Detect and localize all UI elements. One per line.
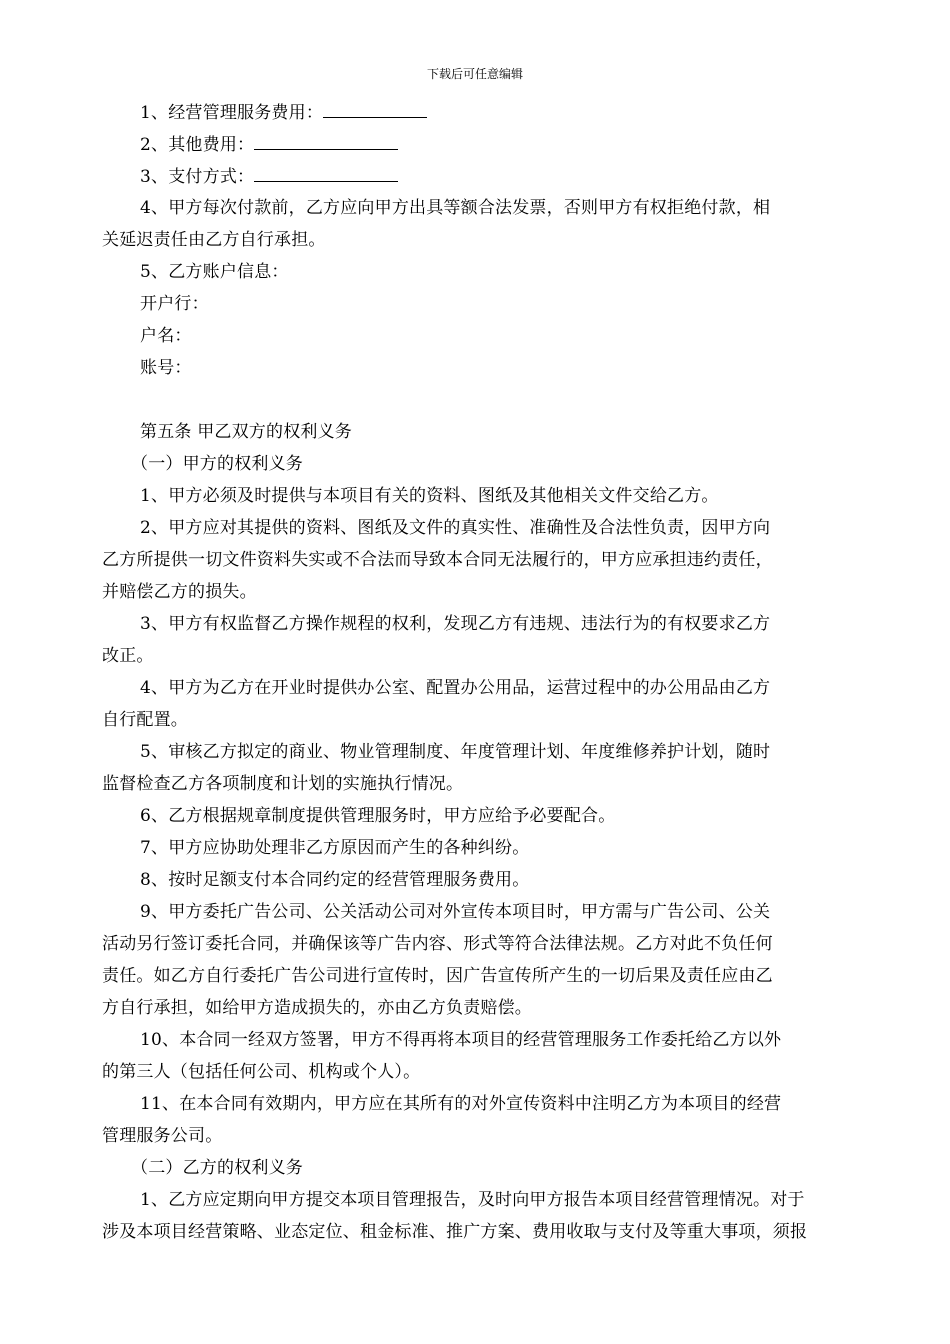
party-a-line: 方自行承担，如给甲方造成损失的，亦由乙方负责赔偿。 [102,998,532,1018]
party-a-line: 11、在本合同有效期内，甲方应在其所有的对外宣传资料中注明乙方为本项目的经营 [140,1094,782,1114]
party-a-line: 3、甲方有权监督乙方操作规程的权利，发现乙方有违规、违法行为的有权要求乙方 [140,614,771,634]
party-a-line: 乙方所提供一切文件资料失实或不合法而导致本合同无法履行的，甲方应承担违约责任， [102,550,773,570]
account-number-label: 账号： [140,358,192,378]
party-a-line: 2、甲方应对其提供的资料、图纸及文件的真实性、准确性及合法性负责，因甲方向 [140,518,771,538]
fee-item-2 [140,133,398,156]
party-a-line: 监督检查乙方各项制度和计划的实施执行情况。 [102,774,464,794]
party-a-line: 9、甲方委托广告公司、公关活动公司对外宣传本项目时，甲方需与广告公司、公关 [140,902,771,922]
fee-item-2-blank [254,133,398,150]
party-a-line: 10、本合同一经双方签署，甲方不得再将本项目的经营管理服务工作委托给乙方以外 [140,1030,782,1050]
fee-item-4-line-2: 关延迟责任由乙方自行承担。 [102,230,326,250]
fee-item-3-label: 3、支付方式： [140,167,255,187]
page-header: 下载后可任意编辑 [426,67,523,81]
party-a-line: 6、乙方根据规章制度提供管理服务时，甲方应给予必要配合。 [140,806,616,826]
fee-item-2-label: 2、其他费用： [140,135,255,155]
party-a-line: 7、甲方应协助处理非乙方原因而产生的各种纠纷。 [140,838,530,858]
party-a-line: 改正。 [102,646,154,666]
fee-item-1-label: 1、经营管理服务费用： [140,103,324,123]
article-5-title: 第五条 甲乙双方的权利义务 [140,422,353,442]
party-a-line: 5、审核乙方拟定的商业、物业管理制度、年度管理计划、年度维修养护计划，随时 [140,742,771,762]
party-a-line: 活动另行签订委托合同，并确保该等广告内容、形式等符合法律法规。乙方对此不负任何 [102,934,773,954]
party-b-line: 涉及本项目经营策略、业态定位、租金标准、推广方案、费用收取与支付及等重大事项，须报 [102,1222,808,1242]
bank-label: 开户行： [140,294,209,314]
party-a-line: 自行配置。 [102,710,188,730]
party-b-line: 1、乙方应定期向甲方提交本项目管理报告，及时向甲方报告本项目经营管理情况。对于 [140,1190,805,1210]
account-name-label: 户名： [140,326,192,346]
fee-item-1-blank [323,101,427,118]
party-a-line: 并赔偿乙方的损失。 [102,582,257,602]
party-a-line: 的第三人（包括任何公司、机构或个人）。 [102,1062,421,1082]
fee-item-3-blank [254,165,398,182]
fee-item-1 [140,101,427,124]
party-a-line: 4、甲方为乙方在开业时提供办公室、配置办公用品，运营过程中的办公用品由乙方 [140,678,771,698]
fee-item-4-line-1: 4、甲方每次付款前，乙方应向甲方出具等额合法发票，否则甲方有权拒绝付款，相 [140,198,771,218]
party-a-line: 管理服务公司。 [102,1126,223,1146]
party-a-line: 责任。如乙方自行委托广告公司进行宣传时，因广告宣传所产生的一切后果及责任应由乙 [102,966,773,986]
fee-item-3 [140,165,398,188]
party-a-section-title: （一）甲方的权利义务 [131,454,303,474]
fee-item-5: 5、乙方账户信息： [140,262,289,282]
party-b-section-title: （二）乙方的权利义务 [131,1158,303,1178]
party-a-line: 1、甲方必须及时提供与本项目有关的资料、图纸及其他相关文件交给乙方。 [140,486,719,506]
party-a-line: 8、按时足额支付本合同约定的经营管理服务费用。 [140,870,530,890]
